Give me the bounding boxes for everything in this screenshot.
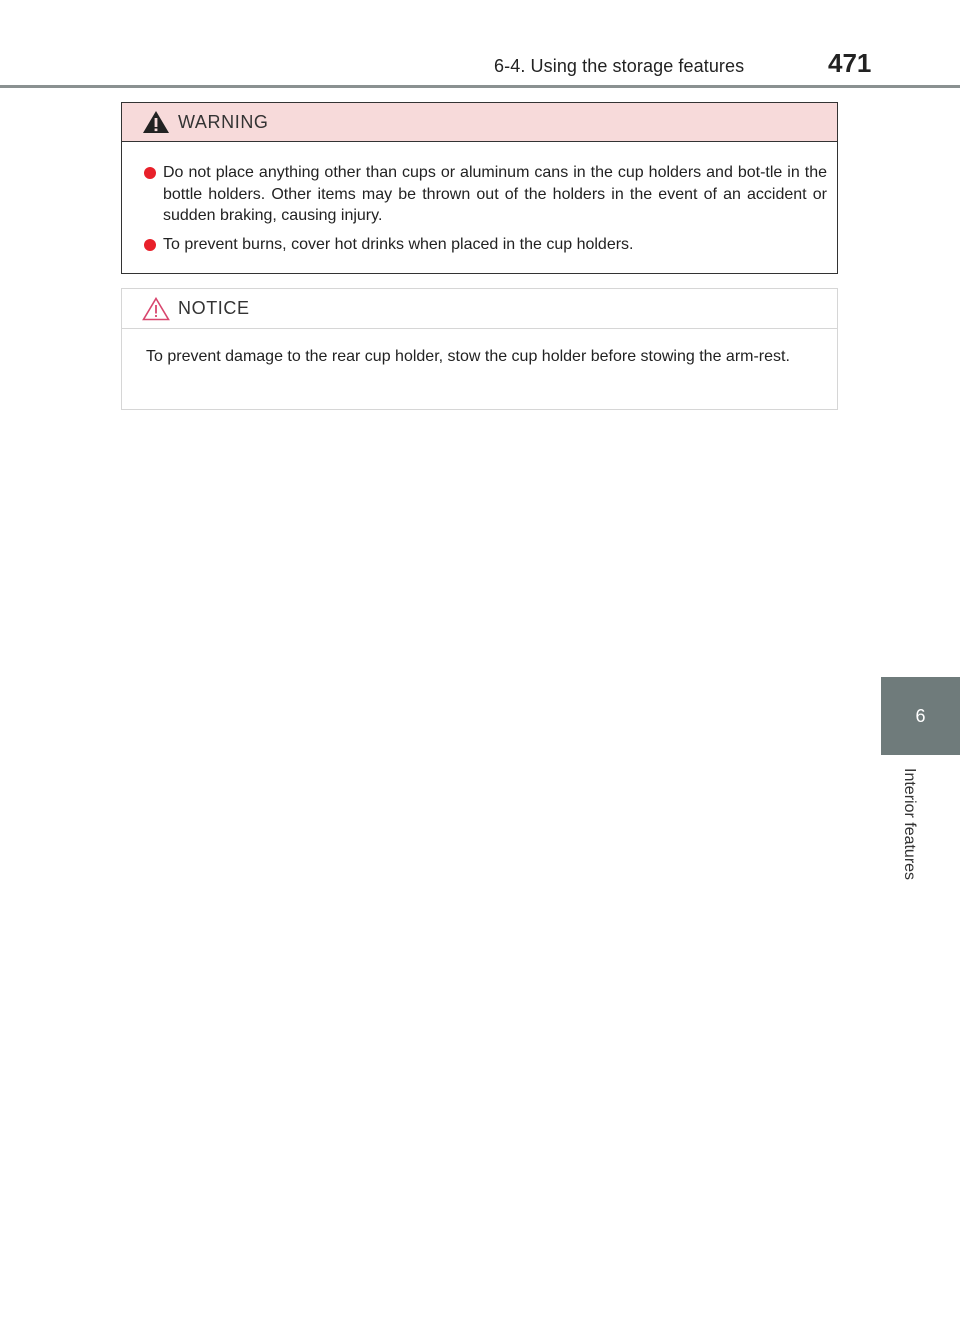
- notice-triangle-icon: [142, 297, 170, 321]
- section-title: 6-4. Using the storage features: [494, 56, 745, 76]
- notice-text: To prevent damage to the rear cup holder, stow the cup holder before stowing the arm-rest.: [146, 348, 790, 365]
- warning-label: WARNING: [178, 111, 269, 132]
- notice-box: [121, 288, 838, 410]
- warning-list: [122, 142, 837, 255]
- notice-header: [122, 289, 837, 329]
- warning-box: [121, 102, 838, 274]
- notice-label: NOTICE: [178, 298, 250, 318]
- warning-item-text: Do not place anything other than cups or aluminum cans in the cup holders and bot-tle in the bottle holders. Other items may be thrown out of the holders in the event of an accident or sudden braking, causing injury.: [163, 164, 827, 224]
- chapter-number: 6: [915, 705, 926, 726]
- page-number: 471: [828, 48, 872, 78]
- warning-item: [144, 162, 827, 227]
- chapter-tab: [881, 677, 960, 755]
- header-divider: [0, 85, 960, 88]
- bullet-dot-icon: [144, 239, 156, 251]
- warning-item-text: To prevent burns, cover hot drinks when placed in the cup holders.: [163, 235, 634, 253]
- warning-header: [122, 103, 837, 142]
- bullet-dot-icon: [144, 167, 156, 179]
- chapter-label: Interior features: [901, 768, 918, 881]
- warning-item: [144, 234, 827, 256]
- warning-triangle-icon: [142, 110, 170, 134]
